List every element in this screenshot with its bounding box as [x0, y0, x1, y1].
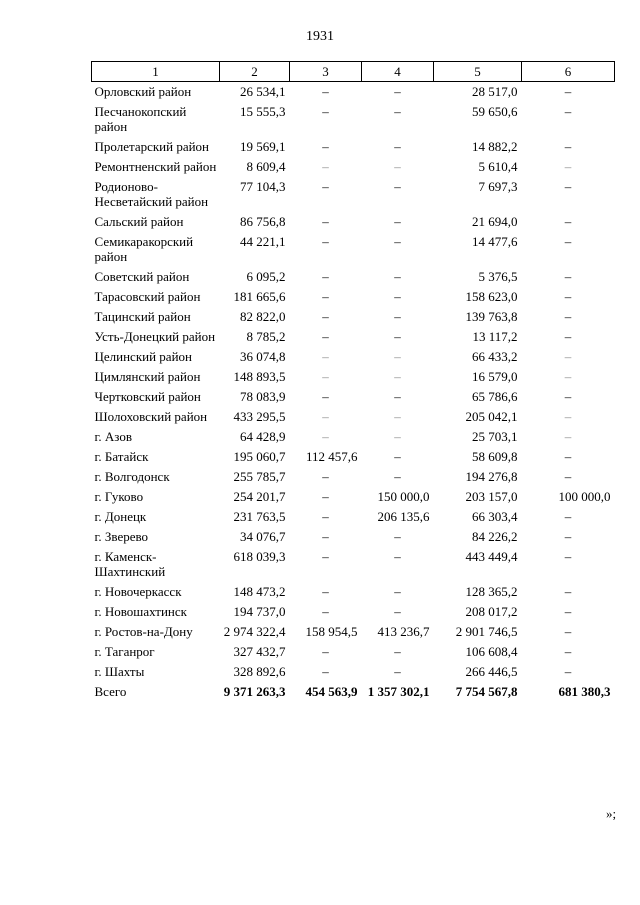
cell-c5: 2 901 746,5 — [455, 624, 518, 639]
district-name: Семикаракорский район — [94, 234, 194, 264]
table-row — [92, 267, 615, 287]
cell-c6: – — [564, 449, 572, 464]
cell-c2: 2 974 322,4 — [223, 624, 286, 639]
table-row — [92, 547, 615, 582]
table-row — [92, 602, 615, 622]
cell-c4: – — [394, 549, 401, 564]
cell-c6: – — [564, 549, 572, 564]
district-name: Цимлянский район — [94, 369, 201, 384]
table-header-row — [92, 62, 615, 82]
table-row — [92, 327, 615, 347]
cell-c3: – — [322, 269, 329, 284]
cell-c2: 19 569,1 — [240, 139, 286, 154]
cell-c3: – — [322, 584, 329, 599]
cell-c2: 148 893,5 — [233, 369, 286, 384]
cell-c5: 59 650,6 — [472, 104, 518, 119]
district-name: г. Каменск-Шахтинский — [94, 549, 166, 579]
cell-c4: – — [394, 389, 401, 404]
cell-c6: – — [564, 664, 572, 679]
district-name: г. Батайск — [94, 449, 149, 464]
cell-c6: – — [564, 234, 572, 249]
cell-c4: – — [394, 309, 401, 324]
cell-c4: – — [394, 604, 401, 619]
cell-c2: 255 785,7 — [233, 469, 286, 484]
cell-c2: 618 039,3 — [233, 549, 286, 564]
cell-c6: – — [564, 104, 572, 119]
cell-c5: 7 697,3 — [478, 179, 518, 194]
cell-c5: 66 303,4 — [472, 509, 518, 524]
table-row — [92, 177, 615, 212]
district-name: Целинский район — [94, 349, 192, 364]
table-row — [92, 212, 615, 232]
district-name: Песчанокопский район — [94, 104, 187, 134]
cell-c3: – — [322, 214, 329, 229]
table-row — [92, 157, 615, 177]
district-name: г. Волгодонск — [94, 469, 170, 484]
cell-c2: 9 371 263,3 — [223, 684, 286, 699]
cell-c5: 208 017,2 — [465, 604, 518, 619]
table-row — [92, 307, 615, 327]
cell-c6: – — [564, 139, 572, 154]
cell-c6: – — [564, 309, 572, 324]
cell-c3: – — [322, 549, 329, 564]
cell-c4: 1 357 302,1 — [367, 684, 430, 699]
cell-c4: – — [394, 409, 401, 424]
table-row — [92, 387, 615, 407]
cell-c4: – — [394, 139, 401, 154]
district-name: г. Зверево — [94, 529, 149, 544]
table-row — [92, 287, 615, 307]
cell-c5: 106 608,4 — [465, 644, 518, 659]
cell-c6: – — [564, 584, 572, 599]
cell-c4: – — [394, 234, 401, 249]
cell-c5: 28 517,0 — [472, 84, 518, 99]
table-row — [92, 82, 615, 103]
cell-c3: – — [322, 409, 329, 424]
cell-c3: 112 457,6 — [305, 449, 358, 464]
district-name: Советский район — [94, 269, 190, 284]
cell-c6: – — [564, 179, 572, 194]
cell-c4: – — [394, 289, 401, 304]
cell-c3: – — [322, 179, 329, 194]
cell-c2: 44 221,1 — [240, 234, 286, 249]
cell-c6: – — [564, 624, 572, 639]
table-row — [92, 507, 615, 527]
district-name: Усть-Донецкий район — [94, 329, 216, 344]
header-cell: 3 — [290, 62, 362, 82]
district-name: г. Донецк — [94, 509, 147, 524]
cell-c2: 148 473,2 — [233, 584, 286, 599]
table-body — [92, 82, 615, 703]
cell-c2: 82 822,0 — [240, 309, 286, 324]
cell-c5: 66 433,2 — [472, 349, 518, 364]
cell-c5: 194 276,8 — [465, 469, 518, 484]
cell-c3: – — [322, 289, 329, 304]
cell-c5: 443 449,4 — [465, 549, 518, 564]
cell-c6: – — [564, 409, 572, 424]
cell-c3: – — [322, 529, 329, 544]
district-name: г. Новошахтинск — [94, 604, 187, 619]
cell-c5: 128 365,2 — [465, 584, 518, 599]
cell-c5: 21 694,0 — [472, 214, 518, 229]
cell-c2: 8 785,2 — [246, 329, 286, 344]
district-name: Пролетарский район — [94, 139, 210, 154]
district-name: Тацинский район — [94, 309, 191, 324]
cell-c3: 158 954,5 — [305, 624, 358, 639]
cell-c3: – — [322, 369, 329, 384]
cell-c6: – — [564, 469, 572, 484]
cell-c4: – — [394, 664, 401, 679]
cell-c5: 139 763,8 — [465, 309, 518, 324]
header-cell: 4 — [362, 62, 434, 82]
cell-c4: – — [394, 84, 401, 99]
cell-c3: – — [322, 664, 329, 679]
district-name: г. Шахты — [94, 664, 145, 679]
cell-c6: 100 000,0 — [558, 489, 611, 504]
district-name: г. Таганрог — [94, 644, 155, 659]
cell-c6: – — [564, 509, 572, 524]
table-row — [92, 527, 615, 547]
table-row — [92, 407, 615, 427]
header-cell: 2 — [220, 62, 290, 82]
table-row — [92, 232, 615, 267]
cell-c2: 194 737,0 — [233, 604, 286, 619]
cell-c2: 327 432,7 — [233, 644, 286, 659]
cell-c3: – — [322, 604, 329, 619]
cell-c6: – — [564, 214, 572, 229]
cell-c6: – — [564, 269, 572, 284]
page-number: 1931 — [306, 29, 334, 44]
cell-c5: 84 226,2 — [472, 529, 518, 544]
cell-c3: – — [322, 644, 329, 659]
cell-c3: – — [322, 329, 329, 344]
budget-table — [91, 61, 615, 702]
cell-c2: 64 428,9 — [240, 429, 286, 444]
cell-c5: 25 703,1 — [472, 429, 518, 444]
total-row — [92, 682, 615, 702]
district-name: г. Гуково — [94, 489, 144, 504]
cell-c3: – — [322, 349, 329, 364]
district-name: Ремонтненский район — [94, 159, 217, 174]
cell-c2: 78 083,9 — [240, 389, 286, 404]
table-row — [92, 102, 615, 137]
cell-c4: – — [394, 269, 401, 284]
cell-c5: 13 117,2 — [472, 329, 518, 344]
cell-c2: 34 076,7 — [240, 529, 286, 544]
cell-c4: – — [394, 449, 401, 464]
district-name: Орловский район — [94, 84, 192, 99]
header-cell: 1 — [92, 62, 220, 82]
cell-c4: 206 135,6 — [377, 509, 430, 524]
cell-c5: 205 042,1 — [465, 409, 518, 424]
cell-c5: 158 623,0 — [465, 289, 518, 304]
table-row — [92, 137, 615, 157]
cell-c6: – — [564, 84, 572, 99]
cell-c4: 413 236,7 — [377, 624, 430, 639]
district-name: Чертковский район — [94, 389, 201, 404]
cell-c2: 26 534,1 — [240, 84, 286, 99]
closing-quote: »; — [606, 806, 617, 821]
total-label: Всего — [94, 684, 127, 699]
cell-c4: – — [394, 104, 401, 119]
cell-c3: – — [322, 389, 329, 404]
cell-c6: 681 380,3 — [558, 684, 611, 699]
cell-c6: – — [564, 159, 572, 174]
cell-c2: 15 555,3 — [240, 104, 286, 119]
cell-c4: – — [394, 469, 401, 484]
cell-c3: – — [322, 139, 329, 154]
cell-c4: – — [394, 214, 401, 229]
cell-c6: – — [564, 604, 572, 619]
cell-c3: – — [322, 234, 329, 249]
district-name: Тарасовский район — [94, 289, 201, 304]
table-row — [92, 447, 615, 467]
district-name: Сальский район — [94, 214, 184, 229]
cell-c6: – — [564, 349, 572, 364]
cell-c6: – — [564, 289, 572, 304]
table-row — [92, 467, 615, 487]
cell-c5: 58 609,8 — [472, 449, 518, 464]
cell-c3: – — [322, 489, 329, 504]
cell-c2: 254 201,7 — [233, 489, 286, 504]
cell-c4: 150 000,0 — [377, 489, 430, 504]
district-name: г. Ростов-на-Дону — [94, 624, 193, 639]
table-row — [92, 487, 615, 507]
cell-c2: 86 756,8 — [240, 214, 286, 229]
table-row — [92, 427, 615, 447]
cell-c4: – — [394, 369, 401, 384]
cell-c4: – — [394, 349, 401, 364]
cell-c5: 266 446,5 — [465, 664, 518, 679]
cell-c6: – — [564, 389, 572, 404]
cell-c2: 328 892,6 — [233, 664, 286, 679]
cell-c4: – — [394, 159, 401, 174]
cell-c6: – — [564, 429, 572, 444]
cell-c3: – — [322, 509, 329, 524]
header-cell: 6 — [522, 62, 615, 82]
table-row — [92, 622, 615, 642]
table-row — [92, 347, 615, 367]
table-row — [92, 662, 615, 682]
cell-c3: – — [322, 309, 329, 324]
table-row — [92, 642, 615, 662]
cell-c6: – — [564, 369, 572, 384]
cell-c3: – — [322, 84, 329, 99]
cell-c2: 6 095,2 — [246, 269, 286, 284]
district-name: г. Азов — [94, 429, 132, 444]
cell-c3: 454 563,9 — [305, 684, 358, 699]
cell-c4: – — [394, 179, 401, 194]
cell-c4: – — [394, 644, 401, 659]
cell-c4: – — [394, 584, 401, 599]
cell-c4: – — [394, 329, 401, 344]
district-name: Родионово-Несветайский район — [94, 179, 209, 209]
cell-c5: 14 477,6 — [472, 234, 518, 249]
district-name: Шолоховский район — [94, 409, 208, 424]
cell-c6: – — [564, 644, 572, 659]
cell-c5: 203 157,0 — [465, 489, 518, 504]
cell-c5: 5 610,4 — [478, 159, 518, 174]
cell-c2: 77 104,3 — [240, 179, 286, 194]
cell-c3: – — [322, 469, 329, 484]
cell-c2: 433 295,5 — [233, 409, 286, 424]
cell-c3: – — [322, 159, 329, 174]
cell-c3: – — [322, 429, 329, 444]
table-row — [92, 582, 615, 602]
cell-c6: – — [564, 329, 572, 344]
cell-c6: – — [564, 529, 572, 544]
cell-c5: 7 754 567,8 — [455, 684, 518, 699]
table-row — [92, 367, 615, 387]
cell-c5: 65 786,6 — [472, 389, 518, 404]
cell-c5: 5 376,5 — [478, 269, 518, 284]
cell-c5: 16 579,0 — [472, 369, 518, 384]
cell-c2: 36 074,8 — [240, 349, 286, 364]
cell-c4: – — [394, 429, 401, 444]
cell-c5: 14 882,2 — [472, 139, 518, 154]
cell-c2: 195 060,7 — [233, 449, 286, 464]
cell-c2: 8 609,4 — [246, 159, 286, 174]
cell-c2: 231 763,5 — [233, 509, 286, 524]
cell-c3: – — [322, 104, 329, 119]
cell-c4: – — [394, 529, 401, 544]
header-cell: 5 — [434, 62, 522, 82]
district-name: г. Новочеркасск — [94, 584, 182, 599]
cell-c2: 181 665,6 — [233, 289, 286, 304]
